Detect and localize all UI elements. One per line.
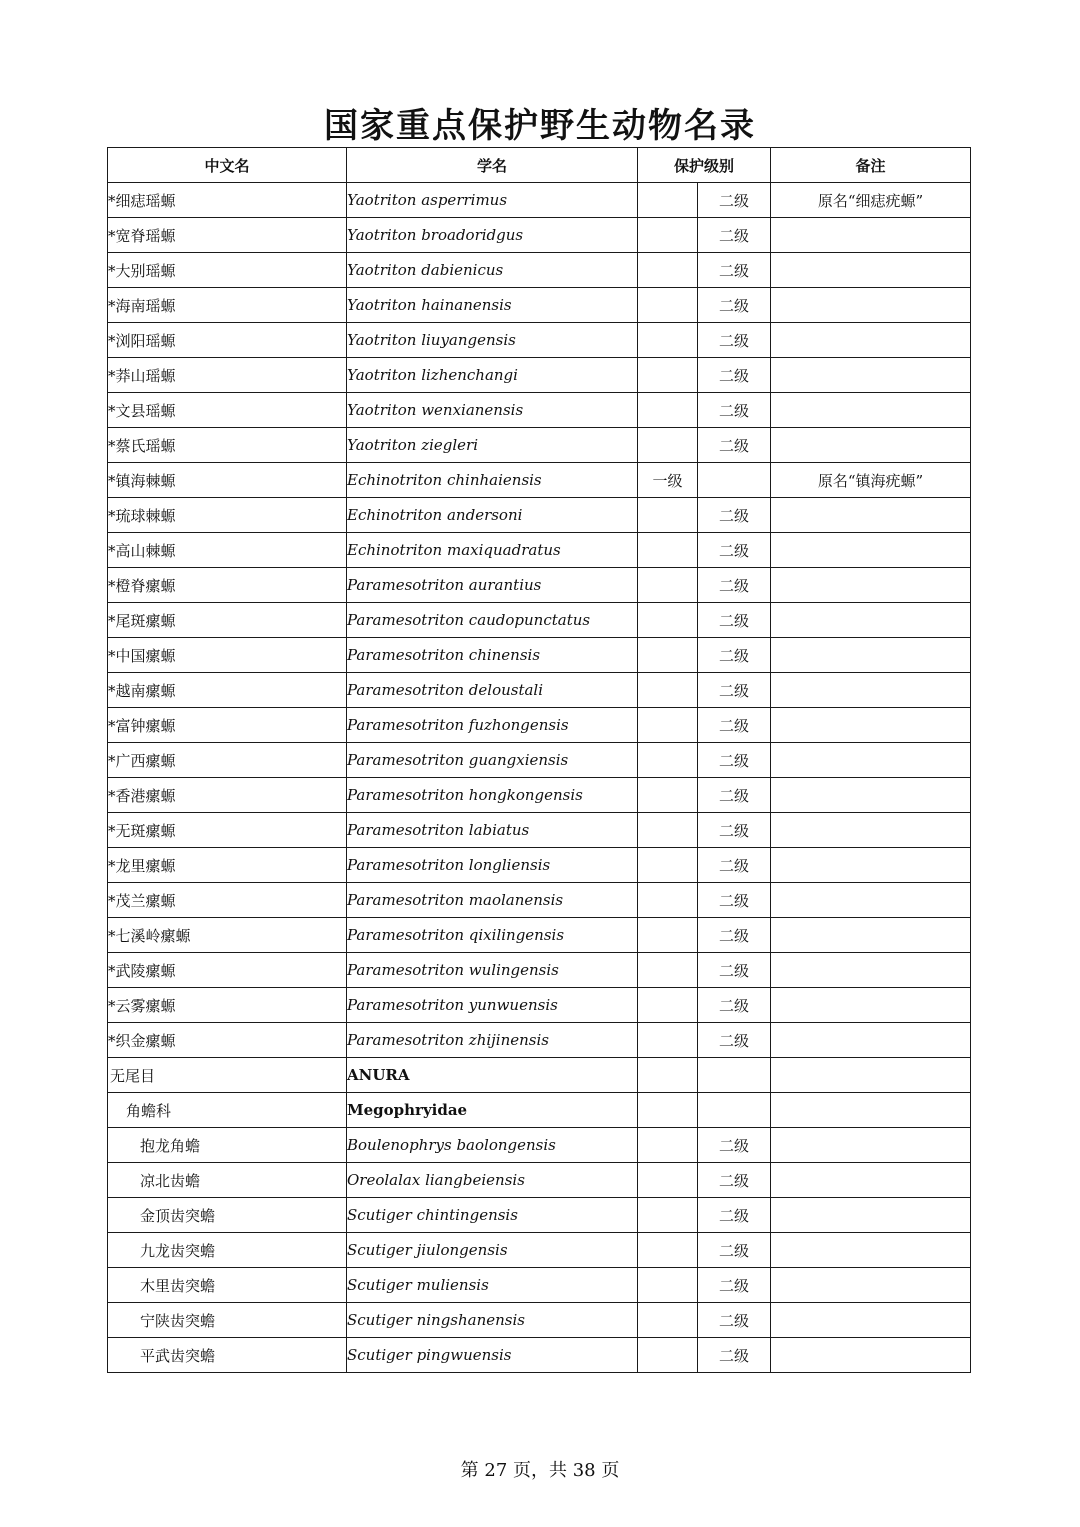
cell-remarks (771, 848, 971, 883)
table-row (108, 218, 971, 253)
species-table (107, 147, 971, 1373)
header-remarks: 备注 (771, 148, 971, 183)
cell-level-2: 二级 (698, 393, 771, 428)
cell-remarks (771, 708, 971, 743)
table-row (108, 743, 971, 778)
page-title: 国家重点保护野生动物名录 (324, 106, 756, 146)
cell-chinese-name: *七溪岭瘰螈 (108, 918, 347, 953)
cell-level-1 (638, 498, 698, 533)
cell-level-1 (638, 218, 698, 253)
table-row (108, 603, 971, 638)
cell-remarks (771, 673, 971, 708)
cell-chinese-name: *高山棘螈 (108, 533, 347, 568)
cell-remarks (771, 988, 971, 1023)
cell-chinese-name: *尾斑瘰螈 (108, 603, 347, 638)
cell-chinese-name: *龙里瘰螈 (108, 848, 347, 883)
table-row (108, 428, 971, 463)
cell-level-1 (638, 1198, 698, 1233)
cell-level-2: 二级 (698, 288, 771, 323)
cell-remarks (771, 603, 971, 638)
cell-level-2: 二级 (698, 253, 771, 288)
cell-level-1 (638, 1023, 698, 1058)
cell-scientific-name: Yaotriton ziegleri (347, 428, 638, 463)
cell-level-2: 二级 (698, 813, 771, 848)
cell-level-1 (638, 533, 698, 568)
cell-remarks (771, 918, 971, 953)
cell-scientific-name: Paramesotriton deloustali (347, 673, 638, 708)
cell-chinese-name: *莽山瑶螈 (108, 358, 347, 393)
cell-scientific-name: Paramesotriton guangxiensis (347, 743, 638, 778)
cell-level-2: 二级 (698, 953, 771, 988)
table-row (108, 498, 971, 533)
cell-scientific-name: Scutiger jiulongensis (347, 1233, 638, 1268)
cell-chinese-name: *富钟瘰螈 (108, 708, 347, 743)
cell-level-1 (638, 1268, 698, 1303)
cell-level-1 (638, 1128, 698, 1163)
cell-scientific-name: Echinotriton andersoni (347, 498, 638, 533)
table-row (108, 533, 971, 568)
cell-scientific-name: Megophryidae (347, 1093, 638, 1128)
table-row (108, 1268, 971, 1303)
table-body (108, 183, 971, 1373)
cell-level-1 (638, 1058, 698, 1093)
cell-scientific-name: Yaotriton wenxianensis (347, 393, 638, 428)
cell-level-1 (638, 883, 698, 918)
cell-remarks (771, 288, 971, 323)
cell-level-1 (638, 358, 698, 393)
cell-chinese-name: *无斑瘰螈 (108, 813, 347, 848)
table-row (108, 1163, 971, 1198)
cell-remarks (771, 1023, 971, 1058)
table-row (108, 1093, 971, 1128)
cell-level-2: 二级 (698, 1338, 771, 1373)
cell-chinese-name: 木里齿突蟾 (108, 1268, 347, 1303)
cell-level-1 (638, 953, 698, 988)
cell-chinese-name: *海南瑶螈 (108, 288, 347, 323)
cell-scientific-name: Paramesotriton fuzhongensis (347, 708, 638, 743)
cell-level-2: 二级 (698, 988, 771, 1023)
cell-remarks (771, 813, 971, 848)
cell-remarks (771, 1128, 971, 1163)
cell-scientific-name: Paramesotriton wulingensis (347, 953, 638, 988)
table-row (108, 1058, 971, 1093)
table-row (108, 1303, 971, 1338)
cell-scientific-name: Paramesotriton qixilingensis (347, 918, 638, 953)
header-scientific-name: 学名 (347, 148, 638, 183)
cell-remarks (771, 358, 971, 393)
cell-chinese-name: *细痣瑶螈 (108, 183, 347, 218)
cell-chinese-name: *云雾瘰螈 (108, 988, 347, 1023)
cell-level-2: 二级 (698, 358, 771, 393)
cell-level-2: 二级 (698, 1268, 771, 1303)
table-row (108, 848, 971, 883)
table-row (108, 393, 971, 428)
cell-chinese-name: 宁陕齿突蟾 (108, 1303, 347, 1338)
cell-level-1 (638, 848, 698, 883)
cell-remarks (771, 743, 971, 778)
cell-scientific-name: Oreolalax liangbeiensis (347, 1163, 638, 1198)
cell-level-2: 二级 (698, 498, 771, 533)
cell-scientific-name: Yaotriton broadoridgus (347, 218, 638, 253)
cell-scientific-name: Scutiger chintingensis (347, 1198, 638, 1233)
cell-scientific-name: Scutiger pingwuensis (347, 1338, 638, 1373)
cell-level-1 (638, 708, 698, 743)
cell-remarks (771, 638, 971, 673)
cell-level-1: 一级 (638, 463, 698, 498)
table-row (108, 463, 971, 498)
cell-level-2: 二级 (698, 778, 771, 813)
cell-level-1 (638, 183, 698, 218)
cell-level-2: 二级 (698, 323, 771, 358)
cell-level-1 (638, 428, 698, 463)
cell-chinese-name: *中国瘰螈 (108, 638, 347, 673)
cell-level-1 (638, 253, 698, 288)
table-row (108, 358, 971, 393)
table-row (108, 813, 971, 848)
cell-level-2: 二级 (698, 1233, 771, 1268)
cell-remarks (771, 218, 971, 253)
table-row (108, 953, 971, 988)
cell-level-2: 二级 (698, 218, 771, 253)
table-row (108, 288, 971, 323)
cell-level-2: 二级 (698, 848, 771, 883)
cell-level-2: 二级 (698, 638, 771, 673)
cell-scientific-name: Scutiger ningshanensis (347, 1303, 638, 1338)
cell-scientific-name: Paramesotriton chinensis (347, 638, 638, 673)
cell-chinese-name: *琉球棘螈 (108, 498, 347, 533)
cell-chinese-name: *宽脊瑶螈 (108, 218, 347, 253)
cell-remarks (771, 1198, 971, 1233)
cell-chinese-name: 九龙齿突蟾 (108, 1233, 347, 1268)
cell-scientific-name: Paramesotriton yunwuensis (347, 988, 638, 1023)
cell-scientific-name: Paramesotriton caudopunctatus (347, 603, 638, 638)
cell-level-2: 二级 (698, 673, 771, 708)
cell-remarks (771, 498, 971, 533)
cell-chinese-name: *大别瑶螈 (108, 253, 347, 288)
cell-remarks (771, 1163, 971, 1198)
table-row (108, 183, 971, 218)
cell-scientific-name: Paramesotriton zhijinensis (347, 1023, 638, 1058)
cell-scientific-name: Echinotriton chinhaiensis (347, 463, 638, 498)
cell-level-1 (638, 743, 698, 778)
cell-scientific-name: Yaotriton lizhenchangi (347, 358, 638, 393)
cell-level-2: 二级 (698, 428, 771, 463)
header-protection-level: 保护级别 (638, 148, 771, 183)
table-row (108, 1338, 971, 1373)
cell-remarks (771, 1093, 971, 1128)
cell-level-1 (638, 988, 698, 1023)
cell-level-1 (638, 1303, 698, 1338)
cell-remarks (771, 883, 971, 918)
table-row (108, 1128, 971, 1163)
table-row (108, 708, 971, 743)
cell-remarks (771, 1233, 971, 1268)
table-row (108, 1023, 971, 1058)
cell-level-1 (638, 1338, 698, 1373)
cell-remarks (771, 1268, 971, 1303)
cell-scientific-name: Yaotriton asperrimus (347, 183, 638, 218)
cell-level-1 (638, 673, 698, 708)
cell-chinese-name: 金顶齿突蟾 (108, 1198, 347, 1233)
cell-remarks (771, 1058, 971, 1093)
cell-chinese-name: *广西瘰螈 (108, 743, 347, 778)
cell-scientific-name: Yaotriton hainanensis (347, 288, 638, 323)
cell-level-1 (638, 1233, 698, 1268)
cell-chinese-name: 无尾目 (108, 1058, 347, 1093)
cell-level-1 (638, 638, 698, 673)
cell-scientific-name: Paramesotriton hongkongensis (347, 778, 638, 813)
cell-scientific-name: Echinotriton maxiquadratus (347, 533, 638, 568)
cell-scientific-name: Paramesotriton labiatus (347, 813, 638, 848)
cell-chinese-name: *织金瘰螈 (108, 1023, 347, 1058)
cell-remarks (771, 953, 971, 988)
cell-remarks (771, 1303, 971, 1338)
table-row (108, 253, 971, 288)
cell-remarks (771, 428, 971, 463)
cell-remarks: 原名“镇海疣螈” (771, 463, 971, 498)
table-row (108, 1198, 971, 1233)
cell-level-2 (698, 1093, 771, 1128)
cell-level-1 (638, 1163, 698, 1198)
cell-chinese-name: *茂兰瘰螈 (108, 883, 347, 918)
cell-level-2: 二级 (698, 1023, 771, 1058)
cell-level-2 (698, 463, 771, 498)
cell-scientific-name: Scutiger muliensis (347, 1268, 638, 1303)
cell-scientific-name: Boulenophrys baolongensis (347, 1128, 638, 1163)
cell-chinese-name: *越南瘰螈 (108, 673, 347, 708)
cell-chinese-name: 平武齿突蟾 (108, 1338, 347, 1373)
table-row (108, 638, 971, 673)
cell-scientific-name: Paramesotriton maolanensis (347, 883, 638, 918)
cell-level-1 (638, 603, 698, 638)
cell-level-1 (638, 778, 698, 813)
cell-scientific-name: ANURA (347, 1058, 638, 1093)
cell-chinese-name: 抱龙角蟾 (108, 1128, 347, 1163)
header-chinese-name: 中文名 (108, 148, 347, 183)
cell-level-2 (698, 1058, 771, 1093)
cell-chinese-name: *橙脊瘰螈 (108, 568, 347, 603)
table-row (108, 988, 971, 1023)
table-header-row (108, 148, 971, 183)
cell-chinese-name: *浏阳瑶螈 (108, 323, 347, 358)
cell-level-2: 二级 (698, 1128, 771, 1163)
cell-level-1 (638, 568, 698, 603)
table-row (108, 778, 971, 813)
cell-level-1 (638, 1093, 698, 1128)
cell-scientific-name: Yaotriton dabienicus (347, 253, 638, 288)
table-row (108, 918, 971, 953)
cell-chinese-name: *镇海棘螈 (108, 463, 347, 498)
cell-remarks: 原名“细痣疣螈” (771, 183, 971, 218)
cell-chinese-name: *蔡氏瑶螈 (108, 428, 347, 463)
table-row (108, 1233, 971, 1268)
cell-chinese-name: 角蟾科 (108, 1093, 347, 1128)
cell-remarks (771, 533, 971, 568)
cell-remarks (771, 778, 971, 813)
cell-level-2: 二级 (698, 883, 771, 918)
cell-chinese-name: *文县瑶螈 (108, 393, 347, 428)
cell-level-2: 二级 (698, 1163, 771, 1198)
cell-level-1 (638, 393, 698, 428)
table-row (108, 568, 971, 603)
cell-level-2: 二级 (698, 568, 771, 603)
cell-chinese-name: *武陵瘰螈 (108, 953, 347, 988)
cell-level-1 (638, 323, 698, 358)
cell-level-2: 二级 (698, 708, 771, 743)
table-row (108, 323, 971, 358)
cell-scientific-name: Paramesotriton aurantius (347, 568, 638, 603)
cell-scientific-name: Yaotriton liuyangensis (347, 323, 638, 358)
cell-chinese-name: 凉北齿蟾 (108, 1163, 347, 1198)
cell-level-2: 二级 (698, 603, 771, 638)
cell-remarks (771, 1338, 971, 1373)
cell-scientific-name: Paramesotriton longliensis (347, 848, 638, 883)
cell-level-1 (638, 813, 698, 848)
cell-remarks (771, 568, 971, 603)
cell-remarks (771, 393, 971, 428)
cell-level-2: 二级 (698, 918, 771, 953)
cell-level-2: 二级 (698, 183, 771, 218)
cell-level-2: 二级 (698, 1303, 771, 1338)
cell-level-1 (638, 918, 698, 953)
cell-level-2: 二级 (698, 533, 771, 568)
cell-remarks (771, 323, 971, 358)
table-row (108, 883, 971, 918)
cell-level-1 (638, 288, 698, 323)
cell-level-2: 二级 (698, 743, 771, 778)
table-row (108, 673, 971, 708)
page-number: 第 27 页，共 38 页 (460, 1460, 620, 1481)
cell-level-2: 二级 (698, 1198, 771, 1233)
cell-chinese-name: *香港瘰螈 (108, 778, 347, 813)
cell-remarks (771, 253, 971, 288)
